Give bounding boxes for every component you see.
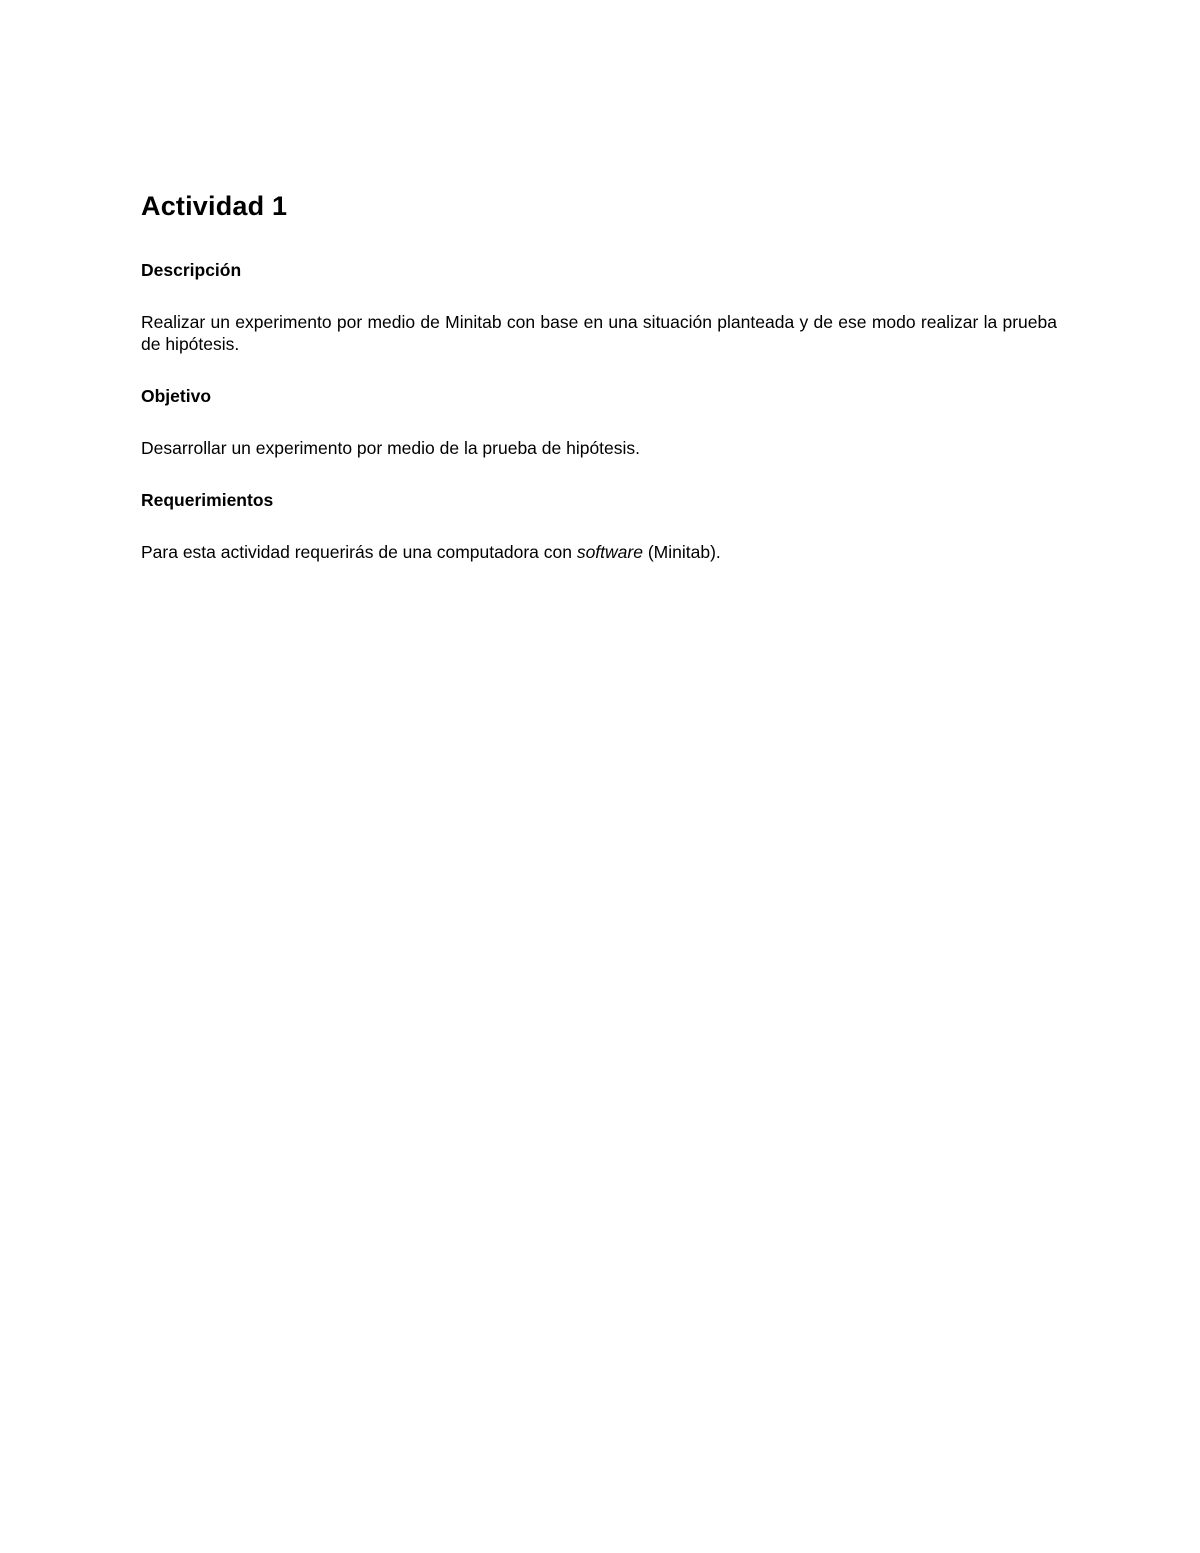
section-heading-objetivo: Objetivo (141, 386, 212, 406)
section-text-requerimientos (141, 541, 1057, 563)
section-heading-descripcion: Descripción (141, 260, 242, 280)
section-heading-requerimientos: Requerimientos (141, 490, 274, 510)
requerimientos-text-italic: software (576, 542, 643, 562)
requerimientos-text-after: (Minitab). (642, 542, 721, 562)
section-text-descripcion: Realizar un experimento por medio de Minitab con base en una situación planteada y de ese modo realizar la prueba de hipótesis. (141, 312, 1057, 354)
section-text-objetivo: Desarrollar un experimento por medio de la prueba de hipótesis. (141, 438, 641, 458)
document-content (141, 188, 1057, 563)
requerimientos-text-before: Para esta actividad requerirás de una computadora con (141, 542, 577, 562)
page-title: Actividad 1 (141, 191, 288, 221)
